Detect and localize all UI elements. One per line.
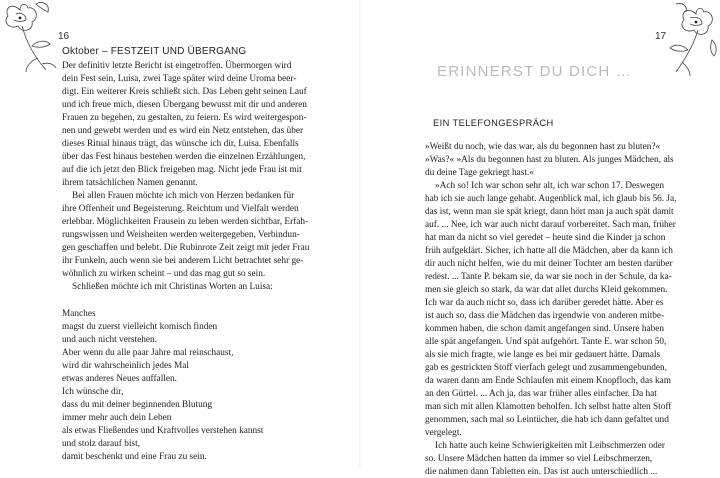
- page-number-left: 16: [58, 31, 70, 42]
- page-number-right: 17: [655, 31, 667, 42]
- poem-line: damit beschenkt und eine Frau zu sein.: [62, 452, 207, 462]
- body-line: du deine Tage gekriegt hast.«: [425, 168, 534, 178]
- poem-line: magst du zuerst vielleicht komisch finden: [62, 322, 218, 332]
- body-line: auf die ich jetzt den Blick freigeben mag. Nicht jede Frau ist mit: [62, 165, 302, 175]
- poem-line: Manches: [62, 309, 96, 319]
- body-line: als sie mich fragte, wie lange es bei mir gedauert hätte. Damals: [425, 350, 661, 360]
- body-line: men sie gleich so stark, da war dat allet durchs Kleid gekommen.: [425, 285, 668, 295]
- section-heading: Oktober – FESTZEIT UND ÜBERGANG: [62, 46, 247, 57]
- body-line: »Ach so! Ich war schon sehr alt, ich war schon 17. Deswegen: [435, 181, 664, 191]
- body-line: über das Fest hinaus bestehen werden die einzelnen Erzählungen,: [62, 152, 306, 162]
- chapter-subtitle: EIN TELEFONGESPRÄCH: [433, 118, 554, 128]
- body-line: erlebbar. Möglichkeiten Frausein zu leben werden sichtbar, Erfah-: [62, 217, 309, 227]
- body-line: dein Fest sein, Luisa, zwei Tage später wird deine Uroma beer-: [62, 74, 297, 84]
- body-line: Ich war da auch nicht so, dass ich darüber geredet hätte. Aber es: [425, 298, 664, 308]
- body-line: Bei allen Frauen möchte ich mich von Herzen bedanken für: [72, 191, 295, 201]
- body-line: hat man da nicht so viel geredet – heute sind die Kinder ja schon: [425, 233, 666, 243]
- body-line: alle spät angefangen. Und spät aufgehört. Tante E. war schon 50,: [425, 337, 667, 347]
- body-line: dir auch nicht helfen, wie du mit deiner Tochter am besten darüber: [425, 259, 673, 269]
- poem-line: wird dir wahrscheinlich jedes Mal: [62, 361, 190, 371]
- body-line: »Weißt du noch, wie das war, als du begonnen hast zu bluten?«: [425, 142, 661, 152]
- body-line: an den Gürtel. ... Ach ja, das war früher alles einfacher. Da hat: [425, 389, 657, 399]
- body-line: da waren dann am Ende Schlaufen mit einem Knopfloch, das kam: [425, 376, 672, 386]
- poem-line: Ich wünsche dir,: [62, 387, 124, 397]
- body-line: rungswissen und Weisheiten werden weitergegeben, Verbindun-: [62, 230, 300, 240]
- body-line: und ich freue mich, diesen Übergang bewusst mit dir und anderen: [62, 100, 307, 110]
- body-line: wöhnlich zu wirken scheint – und das mag gut so sein.: [62, 269, 266, 279]
- body-line: dieses Ritual hinaus trägt, das wünsche ich dir, Luisa. Ebenfalls: [62, 139, 299, 149]
- body-line: kommen haben, die schon damit angefangen sind. Unsere haben: [425, 324, 665, 334]
- body-line: ihr Funkeln, auch wenn sie bei anderem Licht betrachtet sehr ge-: [62, 256, 304, 266]
- body-line: Frauen zu begehen, zu gestalten, zu feiern. Es wird weitergespon-: [62, 113, 307, 123]
- body-line: früh aufgeklärt. Sicher, ich hatte all die Mädchen, aber da kann ich: [425, 246, 673, 256]
- poem-line: und stolz darauf bist,: [62, 439, 140, 449]
- body-line: auf. ... Nee, ich war auch nicht darauf vorbereitet. Sach man, früher: [425, 220, 676, 230]
- poem-line: dass du mit deiner beginnenden Blutung: [62, 400, 213, 410]
- body-line: so. Unsere Mädchen hatten da immer so viel Leibschmerzen,: [425, 454, 653, 464]
- body-line: nen und gewebt werden und es wird ein Netz entstehen, das über: [62, 126, 304, 136]
- body-line: gen geschaffen und belebt. Die Rubinrote Zeit zeigt mit jeder Frau: [62, 243, 310, 253]
- body-line: ihrem tatsächlichen Namen genannt.: [62, 178, 198, 188]
- body-line: die nahmen dann Tabletten ein. Das ist auch unterschiedlich ...: [425, 467, 658, 477]
- chapter-title: ERINNERST DU DICH …: [437, 63, 633, 80]
- body-line: ihre Offenheit und Begeisterung. Reichtum und Vielfalt werden: [62, 204, 299, 214]
- body-line: das ist, wenn man sie spät kriegt, dann hört man ja auch spät damit: [425, 207, 674, 217]
- body-line: »Was?« »Als du begonnen hast zu bluten. Als junges Mädchen, als: [425, 155, 674, 165]
- body-line: genommen, sach mal so Leintücher, die hab ich dann gefaltet und: [425, 415, 669, 425]
- body-line: Der definitiv letzte Bericht ist eingetroffen. Übermorgen wird: [62, 61, 292, 71]
- body-line: Ich hatte auch keine Schwierigkeiten mit Leibschmerzen oder: [435, 441, 666, 451]
- body-line: hab ich sie auch lange gehabt. Augenblick mal, ich glaub bis 56. Ja,: [425, 194, 677, 204]
- body-line: digt. Ein weiterer Kreis schließt sich. Das Leben geht seinen Lauf: [62, 87, 307, 97]
- flower-illustration-icon: [668, 0, 720, 76]
- poem-line: Aber wenn du alle paar Jahre mal reinschaust,: [62, 348, 234, 358]
- flower-illustration-icon: [2, 0, 58, 76]
- body-line: Schließen möchte ich mit Christinas Worten an Luisa:: [72, 282, 273, 292]
- body-line: man sich mit allen Klamotten beholfen. Ich selbst hatte alten Stoff: [425, 402, 672, 412]
- body-line: gab es gestrickten Stoff vierfach gelegt und zusammengebunden,: [425, 363, 667, 373]
- poem-line: und auch nicht verstehen.: [62, 335, 158, 345]
- body-line: redest. ... Tante P. bekam sie, da war sie noch in der Schule, da ka-: [425, 272, 672, 282]
- body-line: ist auch so, dass die Mädchen das irgendwie von anderen mitbe-: [425, 311, 665, 321]
- body-line: vergelegt.: [425, 428, 462, 438]
- poem-line: immer mehr auch dein Leben: [62, 413, 172, 423]
- poem-line: etwas anderes Neues auffallen.: [62, 374, 177, 384]
- poem-line: als etwas Fließendes und Kraftvolles verstehen kannst: [62, 426, 264, 436]
